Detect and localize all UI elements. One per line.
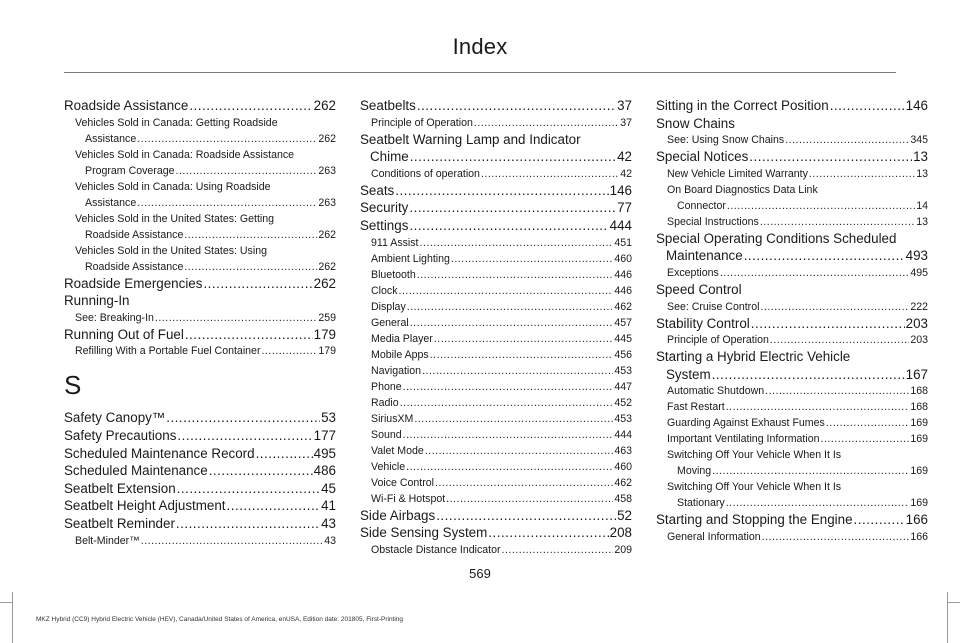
entry-text: Starting and Stopping the Engine <box>656 512 853 528</box>
index-entry <box>64 427 336 445</box>
index-subentry <box>64 243 336 275</box>
entry-page-number: 41 <box>321 498 336 514</box>
dot-leader <box>185 326 313 344</box>
index-entry <box>64 497 336 515</box>
index-entry <box>64 97 336 115</box>
entry-page-number: 462 <box>614 300 632 313</box>
index-subentry <box>64 310 336 326</box>
entry-page-number: 52 <box>617 507 632 523</box>
entry-page-number: 13 <box>913 149 928 165</box>
entry-text: Vehicles Sold in Canada: Roadside Assistance <box>75 148 295 161</box>
dot-leader <box>830 97 905 115</box>
entry-page-number: 42 <box>620 167 632 180</box>
dot-leader <box>712 366 905 384</box>
entry-page-number: 53 <box>321 410 336 426</box>
entry-page-number: 222 <box>910 300 928 313</box>
dot-leader <box>474 115 619 131</box>
entry-page-number: 43 <box>321 515 336 531</box>
entry-text: Seatbelt Warning Lamp and Indicator <box>360 131 581 147</box>
entry-text: Scheduled Maintenance <box>64 463 208 479</box>
entry-text: Roadside Assistance <box>85 260 184 273</box>
entry-text: Media Player <box>371 332 433 345</box>
dot-leader <box>177 480 320 498</box>
dot-leader <box>406 459 613 475</box>
entry-text: Safety Precautions <box>64 427 177 443</box>
index-entry <box>656 348 928 383</box>
entry-page-number: 45 <box>321 480 336 496</box>
dot-leader <box>765 383 909 399</box>
dot-leader <box>762 529 910 545</box>
index-subentry <box>360 475 632 491</box>
index-entry <box>360 524 632 542</box>
dot-leader <box>177 427 312 445</box>
dot-leader <box>176 515 320 533</box>
entry-page-number: 444 <box>614 428 632 441</box>
dot-leader <box>826 415 909 431</box>
index-subentry <box>64 147 336 179</box>
entry-text: Navigation <box>371 364 422 377</box>
dot-leader <box>751 315 905 333</box>
page-number: 569 <box>469 566 491 581</box>
entry-page-number: 444 <box>609 217 632 233</box>
entry-text: Valet Mode <box>371 444 424 457</box>
entry-text: Belt-Minder™ <box>75 534 140 547</box>
entry-page-number: 168 <box>910 401 928 414</box>
index-subentry <box>360 315 632 331</box>
entry-page-number: 167 <box>905 366 928 382</box>
entry-text: Snow Chains <box>656 115 735 131</box>
dot-leader <box>434 331 613 347</box>
index-subentry <box>360 166 632 182</box>
entry-text: Fast Restart <box>667 401 725 414</box>
entry-text: Speed Control <box>656 281 742 297</box>
entry-text: Running Out of Fuel <box>64 326 184 342</box>
dot-leader <box>446 491 613 507</box>
entry-text: Roadside Assistance <box>85 228 184 241</box>
index-subentry <box>656 529 928 545</box>
crop-mark <box>947 592 948 643</box>
entry-page-number: 453 <box>614 412 632 425</box>
entry-text: General Information <box>667 530 761 543</box>
entry-page-number: 495 <box>910 266 928 279</box>
entry-text: Vehicles Sold in the United States: Getting <box>75 212 275 225</box>
dot-leader <box>436 507 616 525</box>
dot-leader <box>403 379 614 395</box>
entry-text: Obstacle Distance Indicator <box>371 543 501 556</box>
index-entry <box>360 199 632 217</box>
entry-page-number: 177 <box>313 427 336 443</box>
index-subentry <box>360 411 632 427</box>
entry-text: Seatbelts <box>360 98 416 113</box>
entry-page-number: 169 <box>910 417 928 430</box>
entry-page-number: 451 <box>614 236 632 249</box>
dot-leader <box>854 511 905 529</box>
entry-page-number: 13 <box>916 167 928 180</box>
index-subentry <box>360 331 632 347</box>
entry-text: Ambient Lighting <box>371 252 450 265</box>
index-entry <box>64 462 336 480</box>
entry-text: Vehicle <box>371 460 406 473</box>
entry-page-number: 259 <box>318 311 336 324</box>
dot-leader <box>744 247 905 265</box>
entry-text: Running-In <box>64 293 130 309</box>
index-entry <box>656 315 928 333</box>
index-entry <box>64 275 336 293</box>
index-subentry <box>656 383 928 399</box>
entry-text: Roadside Assistance <box>64 98 189 113</box>
entry-page-number: 460 <box>614 252 632 265</box>
entry-page-number: 446 <box>614 268 632 281</box>
index-entry <box>64 292 336 310</box>
crop-mark <box>0 602 12 603</box>
dot-leader <box>176 163 318 179</box>
index-subentry <box>656 265 928 281</box>
entry-page-number: 169 <box>910 433 928 446</box>
entry-page-number: 263 <box>318 164 336 177</box>
index-subentry <box>656 447 928 479</box>
index-subentry <box>360 363 632 379</box>
entry-page-number: 445 <box>614 332 632 345</box>
index-subentry <box>656 214 928 230</box>
dot-leader <box>137 131 317 147</box>
entry-text: Vehicles Sold in the United States: Using <box>75 244 267 257</box>
entry-text: Program Coverage <box>85 164 175 177</box>
entry-text: On Board Diagnostics Data Link <box>667 183 818 196</box>
entry-text: Principle of Operation <box>667 334 769 347</box>
entry-page-number: 262 <box>318 260 336 273</box>
index-entry <box>360 182 632 200</box>
index-entry <box>64 480 336 498</box>
entry-text: Switching Off Your Vehicle When It Is <box>667 481 842 494</box>
entry-text: Settings <box>360 217 409 233</box>
entry-text: Bluetooth <box>371 268 416 281</box>
index-subentry <box>360 395 632 411</box>
entry-text: Seatbelt Height Adjustment <box>64 498 226 514</box>
dot-leader <box>821 431 910 447</box>
dot-leader <box>166 409 320 427</box>
dot-leader <box>414 411 613 427</box>
index-column-1 <box>64 97 336 549</box>
entry-page-number: 457 <box>614 316 632 329</box>
entry-text: Display <box>371 300 406 313</box>
index-entry <box>656 97 928 115</box>
entry-page-number: 262 <box>318 132 336 145</box>
entry-text: Assistance <box>85 132 137 145</box>
entry-page-number: 203 <box>910 334 928 347</box>
entry-page-number: 169 <box>910 497 928 510</box>
dot-leader <box>256 445 313 463</box>
dot-leader <box>726 495 910 511</box>
index-subentry <box>64 179 336 211</box>
entry-page-number: 166 <box>910 530 928 543</box>
entry-page-number: 146 <box>609 182 632 198</box>
dot-leader <box>417 97 616 115</box>
index-subentry <box>360 267 632 283</box>
crop-mark <box>12 592 13 643</box>
dot-leader <box>137 195 317 211</box>
entry-page-number: 179 <box>318 345 336 358</box>
index-entry <box>656 148 928 166</box>
entry-page-number: 168 <box>910 385 928 398</box>
entry-text: Vehicles Sold in Canada: Getting Roadside <box>75 116 278 129</box>
index-subentry <box>360 283 632 299</box>
index-entry <box>656 281 928 299</box>
entry-text: See: Using Snow Chains <box>667 134 785 147</box>
entry-text: Radio <box>371 396 399 409</box>
entry-page-number: 447 <box>614 380 632 393</box>
entry-page-number: 209 <box>614 543 632 556</box>
entry-page-number: 462 <box>614 476 632 489</box>
dot-leader <box>403 427 614 443</box>
index-entry <box>64 409 336 427</box>
entry-text: Important Ventilating Information <box>667 433 820 446</box>
entry-text: Special Operating Conditions Scheduled <box>656 230 897 246</box>
entry-text: Automatic Shutdown <box>667 385 765 398</box>
entry-page-number: 460 <box>614 460 632 473</box>
entry-text: Sitting in the Correct Position <box>656 98 829 113</box>
entry-page-number: 203 <box>905 315 928 331</box>
index-subentry <box>64 211 336 243</box>
entry-text: See: Breaking-In <box>75 311 154 324</box>
entry-page-number: 146 <box>905 98 928 113</box>
entry-text: Seatbelt Reminder <box>64 515 175 531</box>
entry-page-number: 452 <box>614 396 632 409</box>
entry-page-number: 179 <box>313 326 336 342</box>
entry-text: Special Instructions <box>667 215 759 228</box>
index-subentry <box>656 479 928 511</box>
entry-text: System <box>666 366 711 382</box>
index-entry <box>656 511 928 529</box>
dot-leader <box>488 524 608 542</box>
entry-text: General <box>371 316 409 329</box>
entry-page-number: 458 <box>614 492 632 505</box>
dot-leader <box>417 267 614 283</box>
section-letter: S <box>64 370 82 401</box>
crop-mark <box>948 602 960 603</box>
index-subentry <box>656 415 928 431</box>
dot-leader <box>451 251 613 267</box>
dot-leader <box>770 332 909 348</box>
entry-page-number: 166 <box>905 512 928 528</box>
entry-page-number: 493 <box>905 248 928 264</box>
dot-leader <box>430 347 614 363</box>
index-subentry <box>360 542 632 558</box>
entry-text: Scheduled Maintenance Record <box>64 445 255 461</box>
index-subentry <box>64 533 336 549</box>
index-entry <box>656 230 928 265</box>
entry-page-number: 42 <box>617 149 632 165</box>
entry-text: New Vehicle Limited Warranty <box>667 167 808 180</box>
dot-leader <box>141 533 323 549</box>
dot-leader <box>726 399 910 415</box>
index-subentry <box>360 299 632 315</box>
entry-page-number: 262 <box>318 228 336 241</box>
dot-leader <box>425 443 614 459</box>
index-subentry <box>360 427 632 443</box>
dot-leader <box>261 343 317 359</box>
entry-text: Maintenance <box>666 248 743 264</box>
entry-page-number: 14 <box>916 199 928 212</box>
index-subentry <box>360 115 632 131</box>
index-subentry <box>64 343 336 359</box>
entry-page-number: 495 <box>313 445 336 461</box>
dot-leader <box>502 542 614 558</box>
index-entry <box>656 115 928 133</box>
entry-text: Security <box>360 200 409 216</box>
entry-text: Voice Control <box>371 476 435 489</box>
entry-text: See: Cruise Control <box>667 300 760 313</box>
entry-page-number: 453 <box>614 364 632 377</box>
index-column-2 <box>360 97 632 558</box>
dot-leader <box>727 198 915 214</box>
entry-text: 911 Assist <box>371 236 419 249</box>
entry-text: Stability Control <box>656 315 750 331</box>
dot-leader <box>400 395 614 411</box>
entry-text: Exceptions <box>667 266 719 279</box>
dot-leader <box>760 299 909 315</box>
index-entry <box>360 507 632 525</box>
dot-leader <box>760 214 915 230</box>
entry-page-number: 13 <box>916 215 928 228</box>
dot-leader <box>203 275 312 293</box>
index-entry <box>64 326 336 344</box>
entry-text: Seats <box>360 182 395 198</box>
index-subentry <box>360 235 632 251</box>
entry-page-number: 77 <box>617 200 632 216</box>
entry-page-number: 262 <box>313 98 336 113</box>
entry-page-number: 263 <box>318 196 336 209</box>
entry-text: Assistance <box>85 196 137 209</box>
dot-leader <box>435 475 613 491</box>
entry-text: Seatbelt Extension <box>64 480 176 496</box>
entry-text: Side Sensing System <box>360 525 488 541</box>
entry-text: Chime <box>370 149 409 165</box>
entry-text: Stationary <box>677 497 725 510</box>
entry-page-number: 37 <box>620 116 632 129</box>
page-title: Index <box>452 34 508 59</box>
entry-page-number: 345 <box>910 134 928 147</box>
index-subentry <box>656 332 928 348</box>
index-entry <box>360 131 632 166</box>
dot-leader <box>409 217 608 235</box>
dot-leader <box>395 182 608 200</box>
entry-text: Conditions of operation <box>371 167 480 180</box>
dot-leader <box>409 199 616 217</box>
entry-text: Phone <box>371 380 402 393</box>
dot-leader <box>155 310 317 326</box>
entry-text: Refilling With a Portable Fuel Container <box>75 345 261 358</box>
entry-text: Vehicles Sold in Canada: Using Roadside <box>75 180 271 193</box>
dot-leader <box>720 265 909 281</box>
entry-text: Roadside Emergencies <box>64 275 203 291</box>
entry-page-number: 169 <box>910 465 928 478</box>
index-subentry <box>656 166 928 182</box>
entry-page-number: 486 <box>313 463 336 479</box>
footer-text: MKZ Hybrid (CC9) Hybrid Electric Vehicle (HEV), Canada/United States of America, enUSA, Edition date: 201805, First-Printing <box>36 616 404 623</box>
dot-leader <box>399 283 614 299</box>
dot-leader <box>189 97 312 115</box>
entry-text: Safety Canopy™ <box>64 410 166 426</box>
dot-leader <box>712 463 909 479</box>
dot-leader <box>809 166 915 182</box>
index-subentry <box>360 251 632 267</box>
entry-page-number: 43 <box>324 534 336 547</box>
entry-text: Special Notices <box>656 149 749 165</box>
index-subentry <box>360 459 632 475</box>
entry-text: Mobile Apps <box>371 348 429 361</box>
entry-text: Moving <box>677 465 712 478</box>
entry-text: Sound <box>371 428 402 441</box>
dot-leader <box>420 235 614 251</box>
index-subentry <box>360 379 632 395</box>
dot-leader <box>422 363 613 379</box>
entry-text: Switching Off Your Vehicle When It Is <box>667 449 842 462</box>
index-subentry <box>656 299 928 315</box>
entry-text: SiriusXM <box>371 412 414 425</box>
dot-leader <box>410 148 616 166</box>
index-subentry <box>360 443 632 459</box>
title-divider <box>64 72 896 73</box>
index-subentry <box>360 491 632 507</box>
index-subentry <box>656 431 928 447</box>
dot-leader <box>184 227 317 243</box>
index-column-3 <box>656 97 928 545</box>
index-subentry <box>656 399 928 415</box>
entry-text: Clock <box>371 284 398 297</box>
entry-page-number: 208 <box>609 525 632 541</box>
entry-page-number: 446 <box>614 284 632 297</box>
entry-text: Starting a Hybrid Electric Vehicle <box>656 349 851 365</box>
index-subentry <box>656 182 928 214</box>
entry-page-number: 262 <box>313 275 336 291</box>
dot-leader <box>227 497 321 515</box>
index-entry <box>360 217 632 235</box>
entry-page-number: 37 <box>617 98 632 113</box>
dot-leader <box>749 148 912 166</box>
dot-leader <box>785 132 909 148</box>
index-subentry <box>656 132 928 148</box>
entry-text: Principle of Operation <box>371 116 473 129</box>
dot-leader <box>209 462 313 480</box>
entry-text: Connector <box>677 199 726 212</box>
entry-page-number: 456 <box>614 348 632 361</box>
entry-text: Wi-Fi & Hotspot <box>371 492 446 505</box>
dot-leader <box>184 259 317 275</box>
index-entry <box>360 97 632 115</box>
dot-leader <box>410 315 614 331</box>
dot-leader <box>407 299 614 315</box>
entry-text: Guarding Against Exhaust Fumes <box>667 417 825 430</box>
index-subentry <box>64 115 336 147</box>
index-subentry <box>360 347 632 363</box>
entry-text: Side Airbags <box>360 507 436 523</box>
index-entry <box>64 445 336 463</box>
dot-leader <box>481 166 619 182</box>
index-entry <box>64 515 336 533</box>
entry-page-number: 463 <box>614 444 632 457</box>
